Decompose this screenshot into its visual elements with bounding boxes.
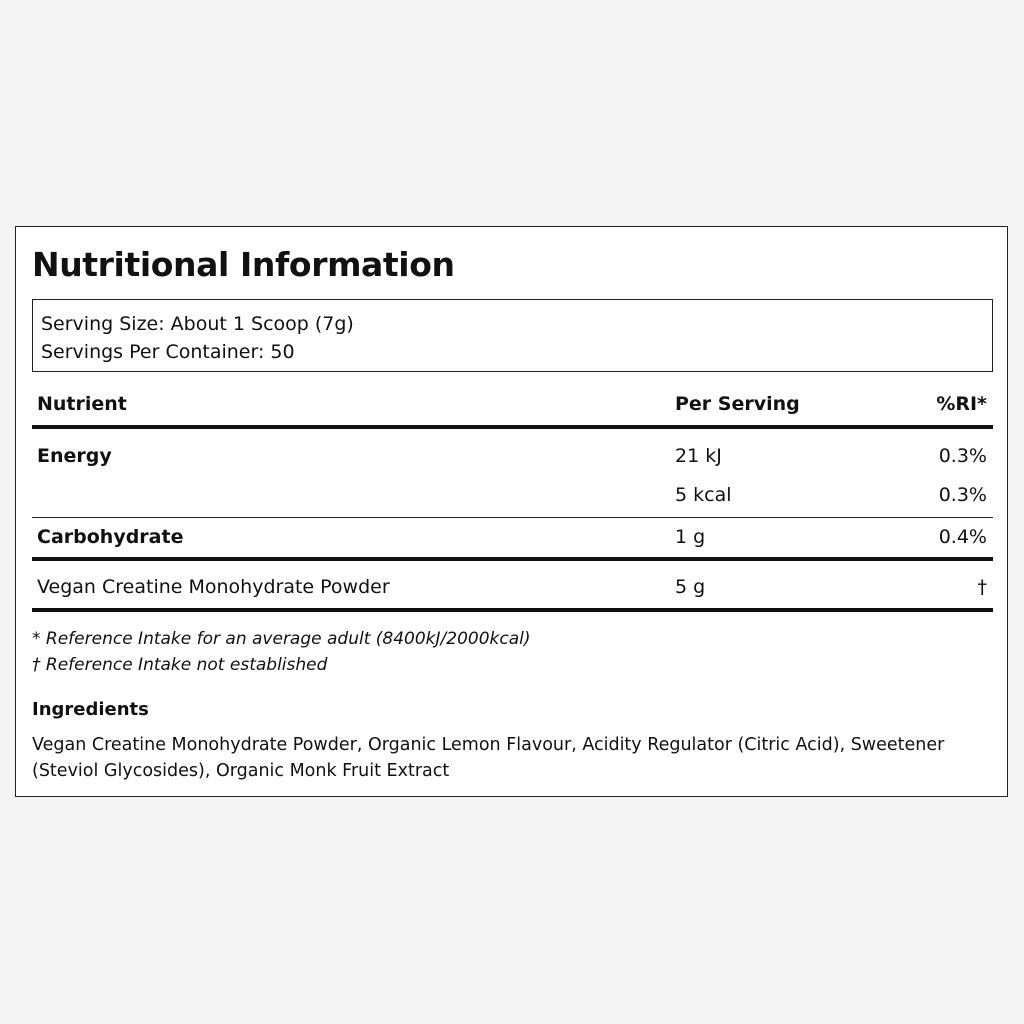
carbohydrate-ri: 0.4% <box>938 526 987 548</box>
table-row-carbohydrate <box>32 518 993 561</box>
table-header-row <box>32 387 993 429</box>
serving-info-box <box>32 299 993 372</box>
header-ri: %RI* <box>936 393 987 415</box>
energy-kj-ri: 0.3% <box>938 445 987 467</box>
footnote-not-established: † Reference Intake not established <box>32 655 328 675</box>
nutrition-panel <box>15 226 1008 797</box>
carbohydrate-value: 1 g <box>675 526 706 548</box>
creatine-ri: † <box>977 576 987 598</box>
ingredients-list: Vegan Creatine Monohydrate Powder, Organic Lemon Flavour, Acidity Regulator (Citric Acid), Sweetener (Steviol Glycosides), Organic Monk Fruit Extract <box>32 735 945 781</box>
footnote-reference-intake: * Reference Intake for an average adult (8400kJ/2000kcal) <box>32 629 531 649</box>
nutrient-name-energy: Energy <box>37 445 112 467</box>
ingredients-heading: Ingredients <box>32 699 149 720</box>
energy-kcal-ri: 0.3% <box>938 484 987 506</box>
nutrient-name-creatine: Vegan Creatine Monohydrate Powder <box>37 576 390 598</box>
nutrition-table <box>32 387 993 612</box>
page-title: Nutritional Information <box>32 245 455 284</box>
energy-kj-value: 21 kJ <box>675 445 722 467</box>
footnotes <box>32 626 531 678</box>
nutrient-name-carbohydrate: Carbohydrate <box>37 526 184 548</box>
energy-kcal-value: 5 kcal <box>675 484 732 506</box>
serving-size: Serving Size: About 1 Scoop (7g) <box>41 313 354 335</box>
servings-per-container: Servings Per Container: 50 <box>41 341 295 363</box>
creatine-value: 5 g <box>675 576 706 598</box>
header-nutrient: Nutrient <box>37 393 127 415</box>
table-row-energy <box>32 429 993 518</box>
table-row-creatine <box>32 561 993 612</box>
header-per-serving: Per Serving <box>675 393 800 415</box>
